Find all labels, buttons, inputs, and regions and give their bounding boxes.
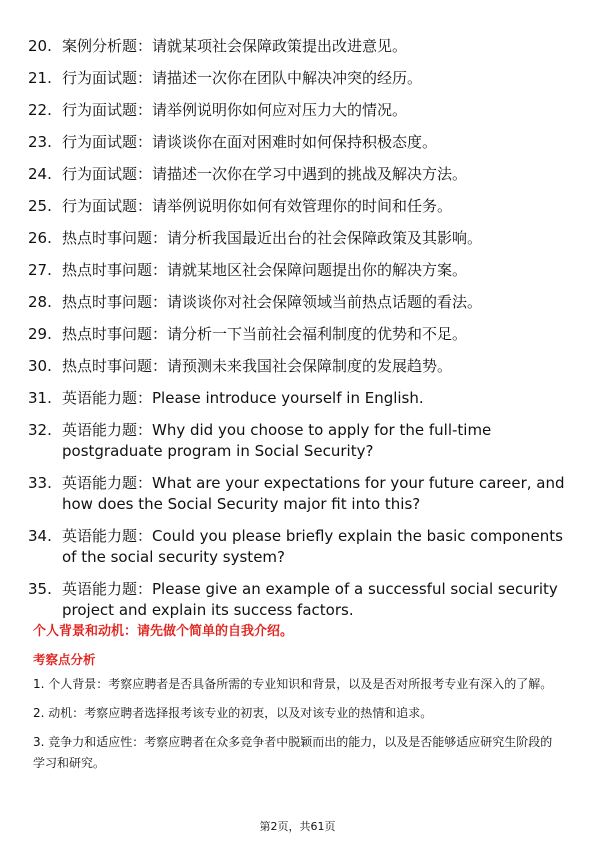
question-item bbox=[28, 292, 568, 313]
question-number: 31. bbox=[28, 389, 52, 407]
question-text: 热点时事问题：请分析一下当前社会福利制度的优势和不足。 bbox=[62, 325, 468, 343]
question-item bbox=[28, 68, 568, 89]
question-item bbox=[28, 420, 568, 462]
question-text: 英语能力题：Please introduce yourself in English. bbox=[62, 389, 424, 407]
question-text: 热点时事问题：请预测未来我国社会保障制度的发展趋势。 bbox=[62, 357, 453, 375]
question-number: 29. bbox=[28, 325, 52, 343]
question-item bbox=[28, 164, 568, 185]
question-item bbox=[28, 579, 568, 621]
question-number: 26. bbox=[28, 229, 52, 247]
question-text: 行为面试题：请谈谈你在面对困难时如何保持积极态度。 bbox=[62, 133, 438, 151]
section-heading: 个人背景和动机：请先做个简单的自我介绍。 bbox=[33, 624, 294, 639]
question-number: 33. bbox=[28, 474, 52, 492]
question-item bbox=[28, 100, 568, 121]
question-text: 案例分析题：请就某项社会保障政策提出改进意见。 bbox=[62, 37, 408, 55]
question-item bbox=[28, 196, 568, 217]
question-number: 34. bbox=[28, 527, 52, 545]
question-text: 英语能力题：Please give an example of a successful social security project and explain its success factors. bbox=[62, 580, 558, 619]
analysis-list bbox=[33, 674, 563, 782]
question-item bbox=[28, 228, 568, 249]
question-number: 22. bbox=[28, 101, 52, 119]
question-number: 28. bbox=[28, 293, 52, 311]
page-footer: 第2页，共61页 bbox=[259, 820, 336, 833]
question-text: 英语能力题：Why did you choose to apply for the full-time postgraduate program in Social Security? bbox=[62, 421, 492, 460]
question-text: 行为面试题：请举例说明你如何有效管理你的时间和任务。 bbox=[62, 197, 453, 215]
question-list bbox=[28, 36, 568, 632]
question-item bbox=[28, 132, 568, 153]
question-text: 英语能力题：Could you please briefly explain the basic components of the social security system? bbox=[62, 527, 563, 566]
question-item bbox=[28, 260, 568, 281]
question-item bbox=[28, 356, 568, 377]
question-item bbox=[28, 324, 568, 345]
question-number: 20. bbox=[28, 37, 52, 55]
question-number: 21. bbox=[28, 69, 52, 87]
analysis-point: 3. 竞争力和适应性：考察应聘者在众多竞争者中脱颖而出的能力，以及是否能够适应研究生阶段的学习和研究。 bbox=[33, 735, 553, 770]
question-text: 行为面试题：请描述一次你在团队中解决冲突的经历。 bbox=[62, 69, 423, 87]
question-item bbox=[28, 526, 568, 568]
analysis-point: 1. 个人背景：考察应聘者是否具备所需的专业知识和背景，以及是否对所报考专业有深入的了解。 bbox=[33, 677, 553, 691]
question-number: 35. bbox=[28, 580, 52, 598]
question-item bbox=[28, 388, 568, 409]
question-number: 23. bbox=[28, 133, 52, 151]
question-text: 行为面试题：请描述一次你在学习中遇到的挑战及解决方法。 bbox=[62, 165, 468, 183]
question-text: 英语能力题：What are your expectations for your future career, and how does the Social Security major fit into this? bbox=[62, 474, 565, 513]
analysis-point: 2. 动机：考察应聘者选择报考该专业的初衷，以及对该专业的热情和追求。 bbox=[33, 706, 433, 720]
question-number: 30. bbox=[28, 357, 52, 375]
question-number: 24. bbox=[28, 165, 52, 183]
question-item bbox=[28, 473, 568, 515]
question-text: 热点时事问题：请谈谈你对社会保障领域当前热点话题的看法。 bbox=[62, 293, 483, 311]
question-text: 热点时事问题：请就某地区社会保障问题提出你的解决方案。 bbox=[62, 261, 468, 279]
question-text: 热点时事问题：请分析我国最近出台的社会保障政策及其影响。 bbox=[62, 229, 483, 247]
question-number: 27. bbox=[28, 261, 52, 279]
question-text: 行为面试题：请举例说明你如何应对压力大的情况。 bbox=[62, 101, 408, 119]
question-number: 25. bbox=[28, 197, 52, 215]
question-number: 32. bbox=[28, 421, 52, 439]
analysis-heading: 考察点分析 bbox=[33, 652, 96, 667]
question-item bbox=[28, 36, 568, 57]
